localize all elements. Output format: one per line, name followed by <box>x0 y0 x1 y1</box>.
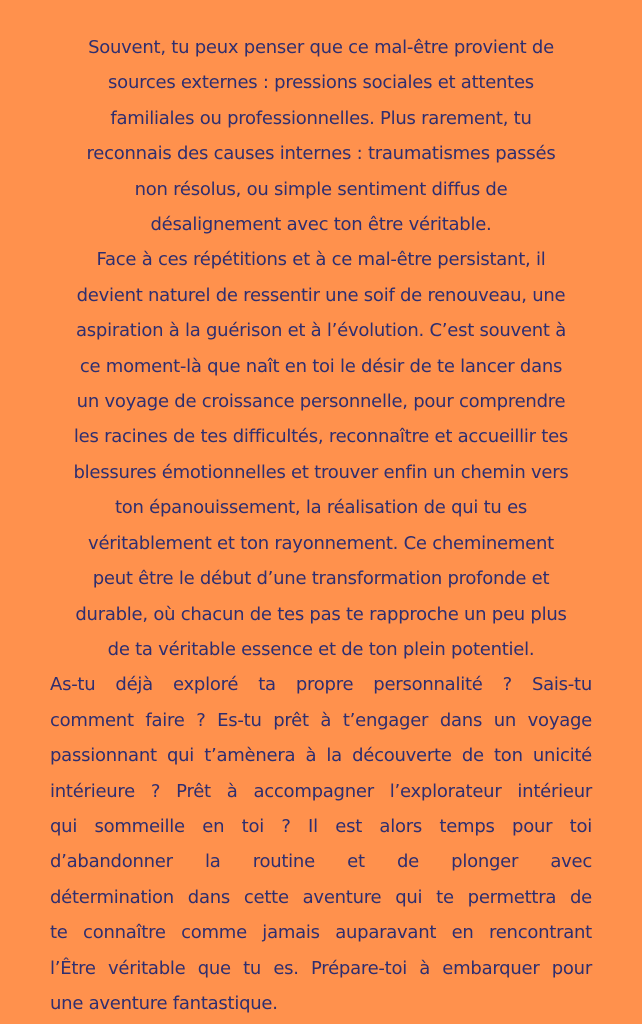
text-line: Face à ces répétitions et à ce mal-être persistant, il <box>96 249 546 271</box>
text-line: les racines de tes difficultés, reconnaître et accueillir tes <box>73 426 569 448</box>
text-line: ton épanouissement, la réalisation de qui tu es <box>114 497 528 519</box>
text-line: As-tu déjà exploré ta propre personnalité ? Sais-tu <box>50 674 592 696</box>
text-line: détermination dans cette aventure qui te permettra de <box>50 886 592 908</box>
text-line: reconnais des causes internes : traumatismes passés <box>86 143 556 165</box>
text-line: qui sommeille en toi ? Il est alors temps pour toi <box>50 815 592 837</box>
text-line: blessures émotionnelles et trouver enfin un chemin vers <box>73 461 569 483</box>
text-line: véritablement et ton rayonnement. Ce cheminement <box>88 532 554 554</box>
paragraph-call-to-adventure <box>50 667 592 1021</box>
text-line: non résolus, ou simple sentiment diffus de <box>134 178 508 200</box>
text-line: sources externes : pressions sociales et attentes <box>108 72 534 94</box>
text-line: l’Être véritable que tu es. Prépare-toi à embarquer pour <box>50 957 592 979</box>
text-line: un voyage de croissance personnelle, pour comprendre <box>76 391 566 413</box>
text-line: désalignement avec ton être véritable. <box>150 214 492 236</box>
text-line: intérieure ? Prêt à accompagner l’explorateur intérieur <box>50 780 592 802</box>
text-line: ce moment-là que naît en toi le désir de te lancer dans <box>79 355 563 377</box>
text-line: comment faire ? Es-tu prêt à t’engager dans un voyage <box>50 709 592 731</box>
text-line: familiales ou professionnelles. Plus rarement, tu <box>110 107 532 129</box>
text-line: passionnant qui t’amènera à la découverte de ton unicité <box>50 745 592 767</box>
text-line: de ta véritable essence et de ton plein potentiel. <box>107 638 535 660</box>
text-line: devient naturel de ressentir une soif de renouveau, une <box>76 284 566 306</box>
text-line: une aventure fantastique. <box>50 992 278 1014</box>
text-line: aspiration à la guérison et à l’évolution. C’est souvent à <box>76 320 566 342</box>
text-line: peut être le début d’une transformation profonde et <box>92 568 550 590</box>
text-line: durable, où chacun de tes pas te rapproche un peu plus <box>75 603 567 625</box>
text-line: d’abandonner la routine et de plonger avec <box>50 851 592 873</box>
text-line: te connaître comme jamais auparavant en rencontrant <box>50 922 592 944</box>
paragraph-external-causes <box>50 30 592 242</box>
paragraph-personal-growth <box>50 242 592 667</box>
text-line: Souvent, tu peux penser que ce mal-être provient de <box>88 37 554 58</box>
